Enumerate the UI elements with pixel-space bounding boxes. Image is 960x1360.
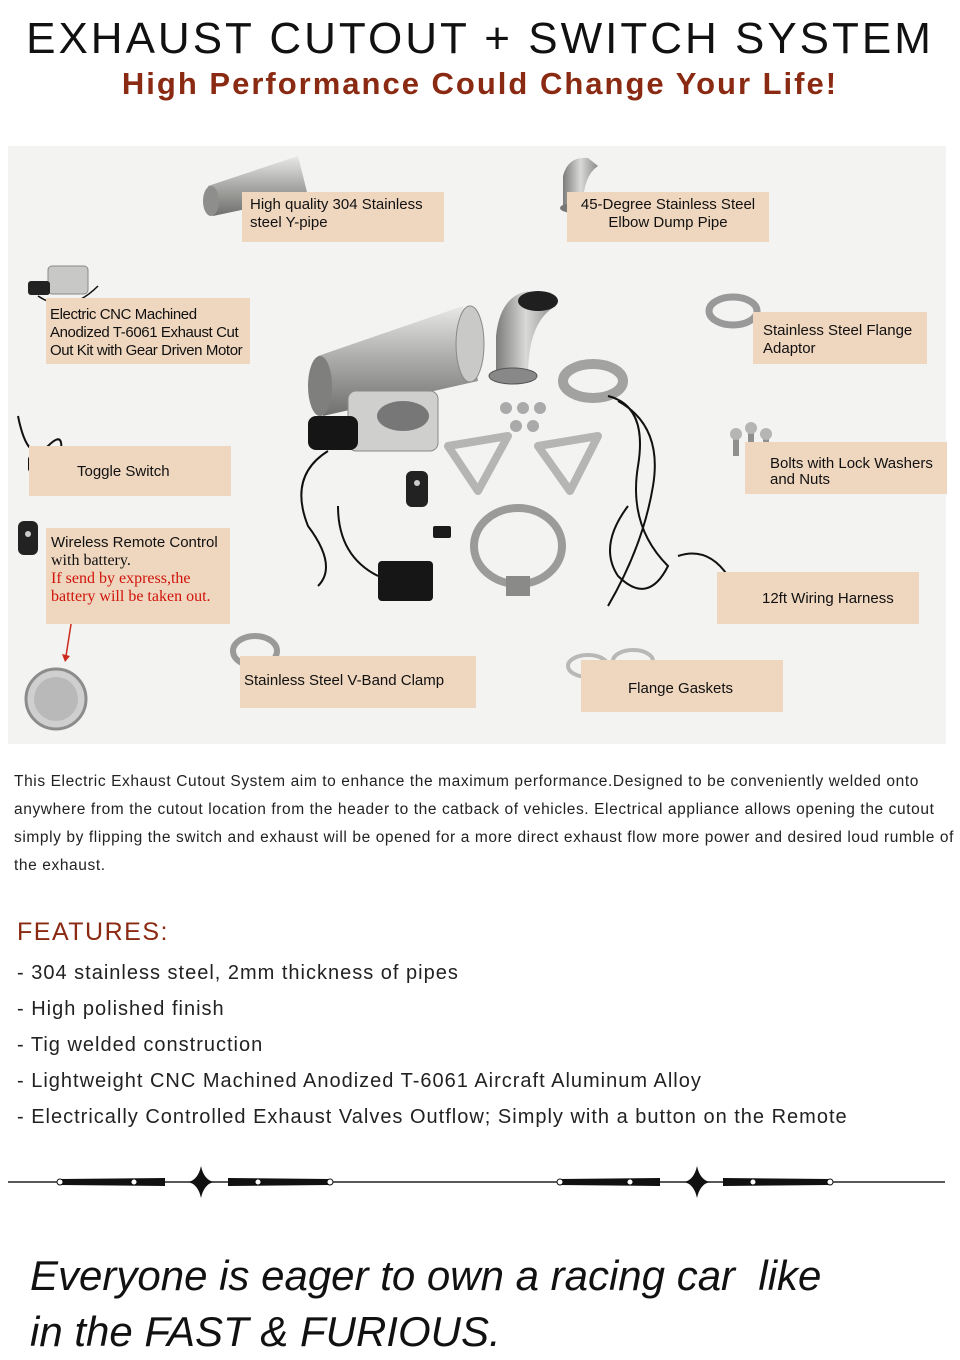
label-toggle-switch	[29, 446, 231, 496]
diamond-ornament-icon	[684, 1166, 710, 1198]
label-gaskets	[581, 660, 783, 712]
flange-thumb	[709, 297, 757, 325]
main-bolts	[500, 402, 546, 432]
label-flange-adaptor-text: Stainless Steel Flange Adaptor	[763, 322, 913, 357]
main-wiring-harness	[608, 396, 668, 606]
slogan	[30, 1248, 950, 1360]
label-bolts	[745, 442, 947, 494]
label-bolts-text: Bolts with Lock Washers and Nuts	[770, 455, 933, 488]
feature-item: - Electrically Controlled Exhaust Valves Outflow; Simply with a button on the Remote	[17, 1106, 848, 1128]
feature-item: - Tig welded construction	[17, 1034, 264, 1056]
label-gaskets-text: Flange Gaskets	[628, 680, 734, 697]
features-heading: FEATURES:	[17, 918, 169, 946]
label-remote-title: Wireless Remote Control	[51, 534, 218, 551]
feature-item: - High polished finish	[17, 998, 225, 1020]
label-cnc-kit	[46, 298, 250, 364]
label-remote	[46, 528, 230, 624]
main-gaskets	[448, 436, 598, 491]
label-elbow-text: 45-Degree Stainless Steel Elbow Dump Pipe	[580, 196, 756, 231]
feature-item: - Lightweight CNC Machined Anodized T-6061 Aircraft Aluminum Alloy	[17, 1070, 702, 1092]
label-vband-text: Stainless Steel V-Band Clamp	[244, 672, 445, 689]
label-vband	[240, 656, 476, 708]
battery-thumb	[26, 669, 86, 729]
product-description: This Electric Exhaust Cutout System aim to enhance the maximum performance.Designed to be conveniently welded onto anywhere from the cutout location from the header to the catback of vehicles. Electrical appliance allows opening the cutout simply by flipping the switch and exhaust will be opened for a more direct exhaust flow more power and desired loud rumble of the exhaust.	[14, 773, 955, 874]
label-y-pipe-text: High quality 304 Stainless steel Y-pipe	[250, 196, 423, 231]
feature-item: - 304 stainless steel, 2mm thickness of pipes	[17, 962, 459, 984]
features-list	[17, 958, 848, 1138]
page-title: EXHAUST CUTOUT + SWITCH SYSTEM	[26, 14, 934, 63]
main-flange	[563, 364, 623, 398]
label-flange-adaptor	[753, 312, 927, 364]
arrow-down-icon	[62, 618, 72, 662]
label-y-pipe	[242, 192, 444, 242]
slogan-line-2: in the FAST & FURIOUS.	[30, 1308, 501, 1355]
label-remote-battery: with battery.	[51, 552, 131, 569]
product-photo-panel	[8, 146, 946, 744]
label-cnc-kit-text: Electric CNC Machined Anodized T-6061 Exhaust Cut Out Kit with Gear Driven Motor	[50, 306, 243, 359]
slogan-line-1: Everyone is eager to own a racing car like	[30, 1252, 822, 1299]
main-vband-clamp	[474, 508, 562, 596]
main-elbow	[489, 291, 558, 384]
label-harness	[717, 572, 919, 624]
label-remote-note: If send by express,the battery will be taken out.	[51, 570, 211, 605]
remote-thumb	[18, 521, 38, 555]
page-subtitle: High Performance Could Change Your Life!	[121, 66, 839, 101]
ornamental-divider	[0, 1160, 960, 1204]
main-remote	[406, 471, 428, 507]
main-toggle-switch	[338, 506, 451, 601]
diamond-ornament-icon	[188, 1166, 214, 1198]
label-toggle-switch-text: Toggle Switch	[77, 463, 170, 480]
label-harness-text: 12ft Wiring Harness	[762, 590, 894, 607]
label-elbow	[567, 192, 769, 242]
